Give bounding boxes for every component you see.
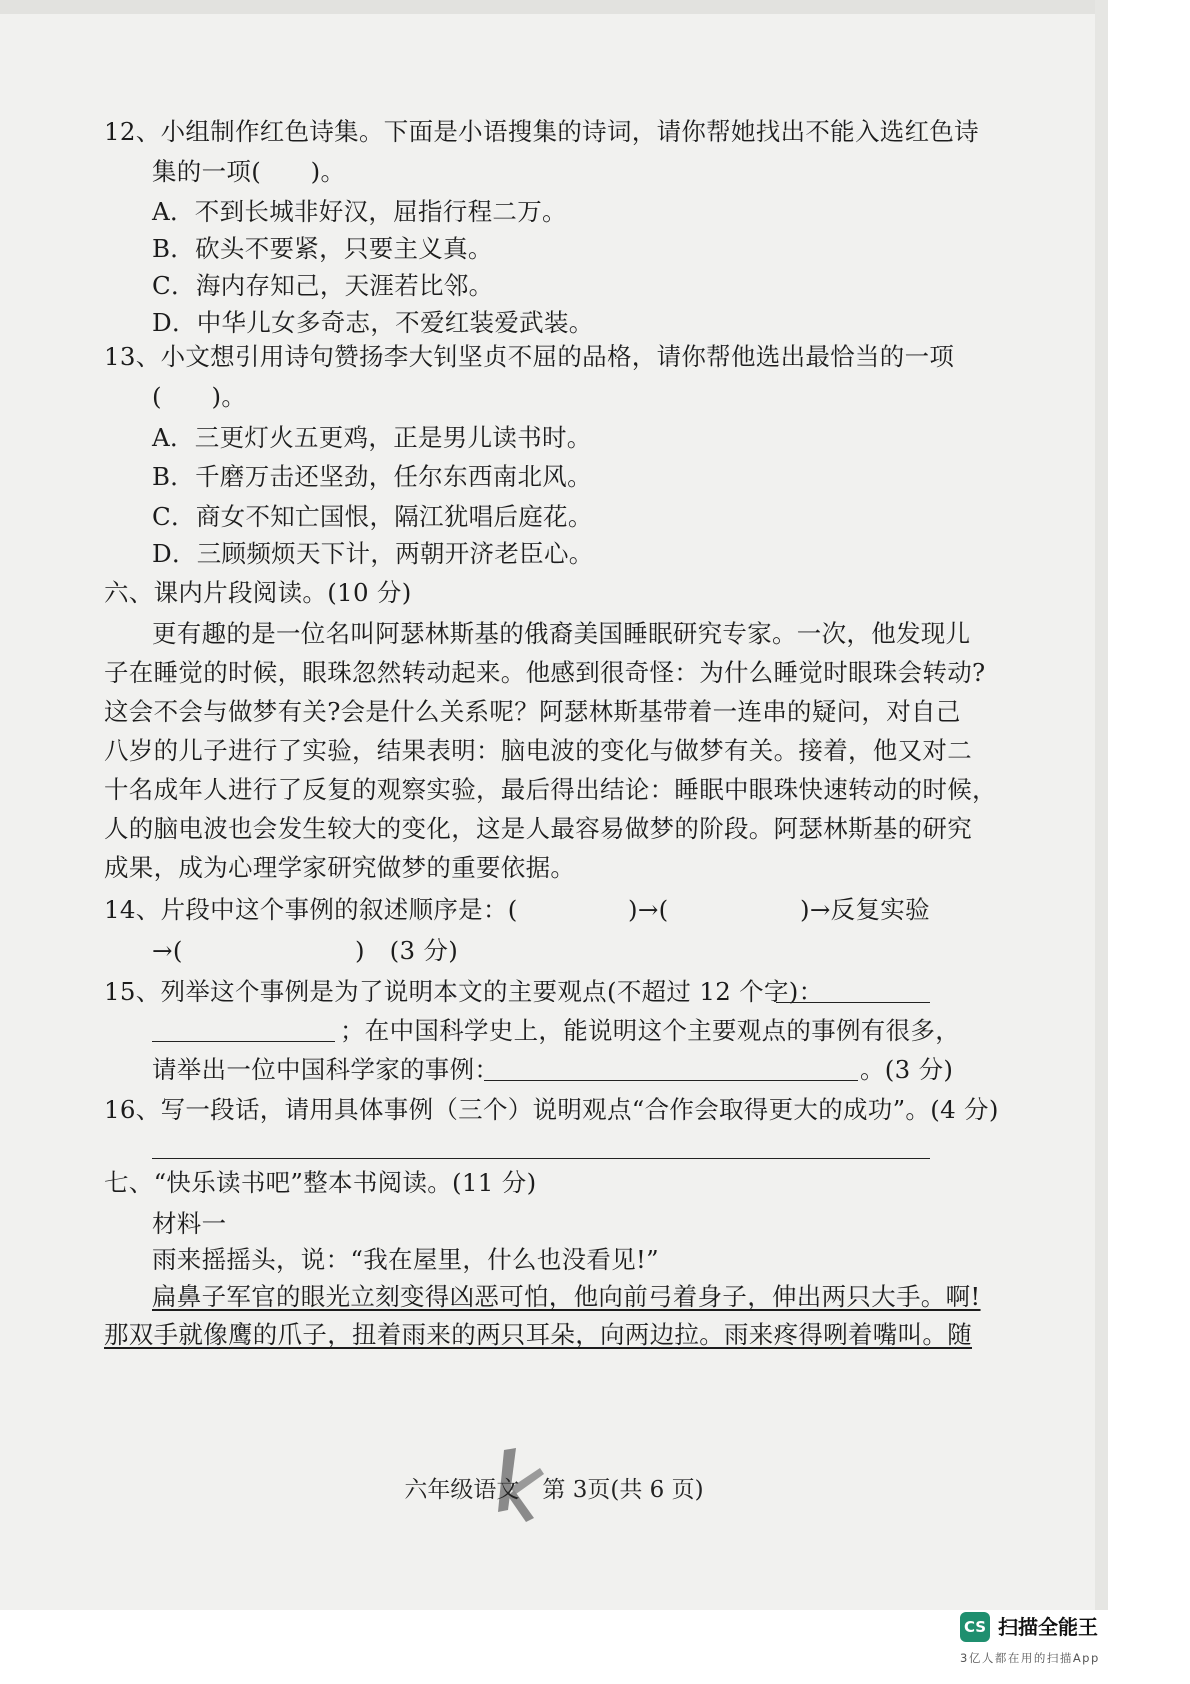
q13-stem-line2: ( )。 bbox=[152, 382, 247, 411]
q13-option-a: A．三更灯火五更鸡，正是男儿读书时。 bbox=[152, 423, 592, 452]
q14-prefix: 14、片段中这个事例的叙述顺序是：( bbox=[104, 895, 518, 924]
q15-line3: 请举出一位中国科学家的事例： bbox=[152, 1055, 500, 1084]
q12-option-b: B．砍头不要紧，只要主义真。 bbox=[152, 234, 493, 263]
q12-stem-line1: 12、小组制作红色诗集。下面是小语搜集的诗词，请你帮她找出不能入选红色诗 bbox=[104, 117, 979, 146]
material-label: 材料一 bbox=[152, 1209, 227, 1238]
q15-line2: ；在中国科学史上，能说明这个主要观点的事例有很多， bbox=[340, 1016, 960, 1045]
passage-line-3: 这会不会与做梦有关?会是什么关系呢？阿瑟林斯基带着一连串的疑问，对自己 bbox=[104, 697, 961, 726]
q15-line1: 15、列举这个事例是为了说明本文的主要观点(不超过 12 个字)： bbox=[104, 977, 824, 1006]
q15-line3-suffix: 。(3 分) bbox=[860, 1055, 954, 1084]
q12-stem-line2: 集的一项( )。 bbox=[152, 157, 346, 186]
section7-line-3: 那双手就像鹰的爪子，扭着雨来的两只耳朵，向两边拉。雨来疼得咧着嘴叫。随 bbox=[104, 1320, 972, 1349]
section6-heading: 六、课内片段阅读。(10 分) bbox=[104, 578, 412, 607]
q16-line1: 16、写一段话，请用具体事例（三个）说明观点“合作会取得更大的成功”。(4 分) bbox=[104, 1095, 999, 1124]
section7-line-1: 雨来摇摇头，说：“我在屋里，什么也没看见!” bbox=[152, 1245, 659, 1274]
passage-line-6: 人的脑电波也会发生较大的变化，这是人最容易做梦的阶段。阿瑟林斯基的研究 bbox=[104, 814, 972, 843]
passage-line-7: 成果，成为心理学家研究做梦的重要依据。 bbox=[104, 853, 576, 882]
camscanner-subtitle: 3亿人都在用的扫描App bbox=[960, 1651, 1100, 1665]
q12-option-c: C．海内存知己，天涯若比邻。 bbox=[152, 271, 494, 300]
camscanner-title: 扫描全能王 bbox=[998, 1615, 1098, 1639]
section7-heading: 七、“快乐读书吧”整本书阅读。(11 分) bbox=[104, 1168, 537, 1197]
passage-line-5: 十名成年人进行了反复的观察实验，最后得出结论：睡眠中眼珠快速转动的时候， bbox=[104, 775, 997, 804]
q16-answer-line[interactable] bbox=[152, 1158, 930, 1159]
q13-stem-line1: 13、小文想引用诗句赞扬李大钊坚贞不屈的品格，请你帮他选出最恰当的一项 bbox=[104, 342, 955, 371]
q12-option-a: A．不到长城非好汉，屈指行程二万。 bbox=[152, 197, 567, 226]
passage-line-4: 八岁的儿子进行了实验，结果表明：脑电波的变化与做梦有关。接着，他又对二 bbox=[104, 736, 972, 765]
q13-option-c: C．商女不知亡国恨，隔江犹唱后庭花。 bbox=[152, 502, 593, 531]
q12-option-d: D．中华儿女多奇志，不爱红装爱武装。 bbox=[152, 308, 594, 337]
q15-answer-line-1b[interactable] bbox=[152, 1041, 335, 1042]
page-footer: 六年级语文 第 3页(共 6 页) bbox=[404, 1477, 704, 1503]
camscanner-logo-icon: CS bbox=[960, 1612, 990, 1642]
q14-suffix: )→反复实验 bbox=[800, 895, 930, 924]
q14-arrow-mid: )→( bbox=[628, 895, 669, 924]
section7-line-2: 扁鼻子军官的眼光立刻变得凶恶可怕，他向前弓着身子，伸出两只大手。啊! bbox=[152, 1282, 981, 1311]
q13-option-d: D．三顾频烦天下计，两朝开济老臣心。 bbox=[152, 539, 594, 568]
q14-line2-suffix: ) (3 分) bbox=[355, 936, 459, 965]
q15-answer-line-2[interactable] bbox=[484, 1080, 858, 1081]
q14-line2-prefix: →( bbox=[152, 936, 183, 965]
q13-option-b: B．千磨万击还坚劲，任尔东西南北风。 bbox=[152, 462, 592, 491]
section7-line-3-wrap bbox=[104, 1318, 972, 1352]
q15-answer-line-1[interactable] bbox=[776, 1002, 930, 1003]
passage-line-1: 更有趣的是一位名叫阿瑟林斯基的俄裔美国睡眠研究专家。一次，他发现儿 bbox=[152, 619, 971, 648]
passage-line-2: 子在睡觉的时候，眼珠忽然转动起来。他感到很奇怪：为什么睡觉时眼珠会转动? bbox=[104, 658, 986, 687]
